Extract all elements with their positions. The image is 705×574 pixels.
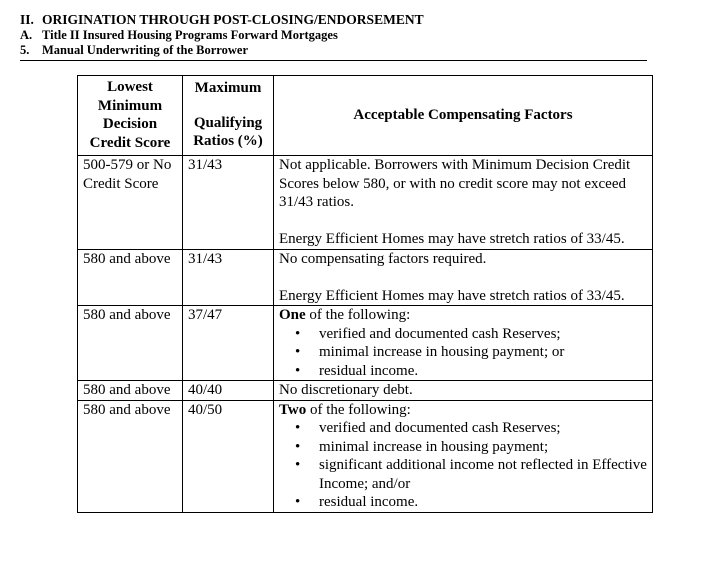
subsection-number: A. <box>20 28 33 42</box>
list-item: • minimal increase in housing payment; <box>279 438 647 457</box>
cell-ratio: 40/40 <box>183 381 274 401</box>
list-item: • significant additional income not reflected in Effective Income; and/or <box>279 456 647 493</box>
cell-factors <box>274 306 653 381</box>
cell-ratio: 31/43 <box>183 156 274 250</box>
factor-list <box>279 325 647 381</box>
table-row <box>78 306 653 381</box>
list-item: • residual income. <box>279 362 647 381</box>
header-ratios-line1: Maximum <box>194 80 262 97</box>
factor-lead <box>279 306 647 325</box>
header-credit-score: Lowest Minimum Decision Credit Score <box>78 76 183 156</box>
factor-note: Energy Efficient Homes may have stretch ratios of 33/45. <box>279 231 625 247</box>
cell-ratio: 40/50 <box>183 400 274 512</box>
cell-factors <box>274 381 653 401</box>
table-row <box>78 381 653 401</box>
table-row <box>78 400 653 512</box>
factor-lead-bold: One <box>279 307 306 323</box>
section-title: ORIGINATION THROUGH POST-CLOSING/ENDORSEMENT <box>42 12 424 27</box>
factor-list <box>279 419 647 512</box>
cell-credit-score: 580 and above <box>78 381 183 401</box>
header-ratios-spacer <box>187 98 269 114</box>
item-title: Manual Underwriting of the Borrower <box>42 43 248 57</box>
cell-credit-score: 580 and above <box>78 306 183 381</box>
subsection-heading <box>20 28 647 43</box>
cell-factors <box>274 156 653 250</box>
cell-ratio: 31/43 <box>183 249 274 306</box>
factor-lead <box>279 401 647 420</box>
factor-lead-bold: Two <box>279 401 307 418</box>
list-item: • residual income. <box>279 493 647 512</box>
cell-factors <box>274 249 653 306</box>
factor-text: No compensating factors required. <box>279 250 487 267</box>
factor-text: No discretionary debt. <box>279 382 413 398</box>
list-item: • verified and documented cash Reserves; <box>279 419 647 438</box>
cell-credit-score: 580 and above <box>78 249 183 306</box>
item-number: 5. <box>20 43 30 57</box>
section-heading <box>20 11 647 28</box>
factor-note: Energy Efficient Homes may have stretch ratios of 33/45. <box>279 287 625 304</box>
item-heading <box>20 43 647 61</box>
header-ratios-line2: Qualifying Ratios (%) <box>193 114 263 150</box>
table-header-row <box>78 76 653 156</box>
cell-credit-score: 580 and above <box>78 400 183 512</box>
factor-text: Not applicable. Borrowers with Minimum Decision Credit Scores below 580, or with no credit score may not exceed 31/43 ratios. <box>279 157 631 210</box>
factor-lead-rest: of the following: <box>305 307 411 323</box>
paragraph-gap <box>279 268 647 287</box>
table-row <box>78 156 653 250</box>
factor-lead-rest: of the following: <box>306 401 411 418</box>
section-number: II. <box>20 12 34 27</box>
cell-ratio: 37/47 <box>183 306 274 381</box>
document-header <box>20 11 647 61</box>
header-compensating-factors: Acceptable Compensating Factors <box>274 76 653 156</box>
list-item: • minimal increase in housing payment; or <box>279 343 647 362</box>
cell-factors <box>274 400 653 512</box>
paragraph-gap <box>279 212 647 231</box>
table-row <box>78 249 653 306</box>
cell-credit-score: 500-579 or No Credit Score <box>78 156 183 250</box>
compensating-factors-table <box>77 75 653 513</box>
list-item: • verified and documented cash Reserves; <box>279 325 647 344</box>
subsection-title: Title II Insured Housing Programs Forward Mortgages <box>42 28 338 42</box>
header-qualifying-ratios <box>183 76 274 156</box>
